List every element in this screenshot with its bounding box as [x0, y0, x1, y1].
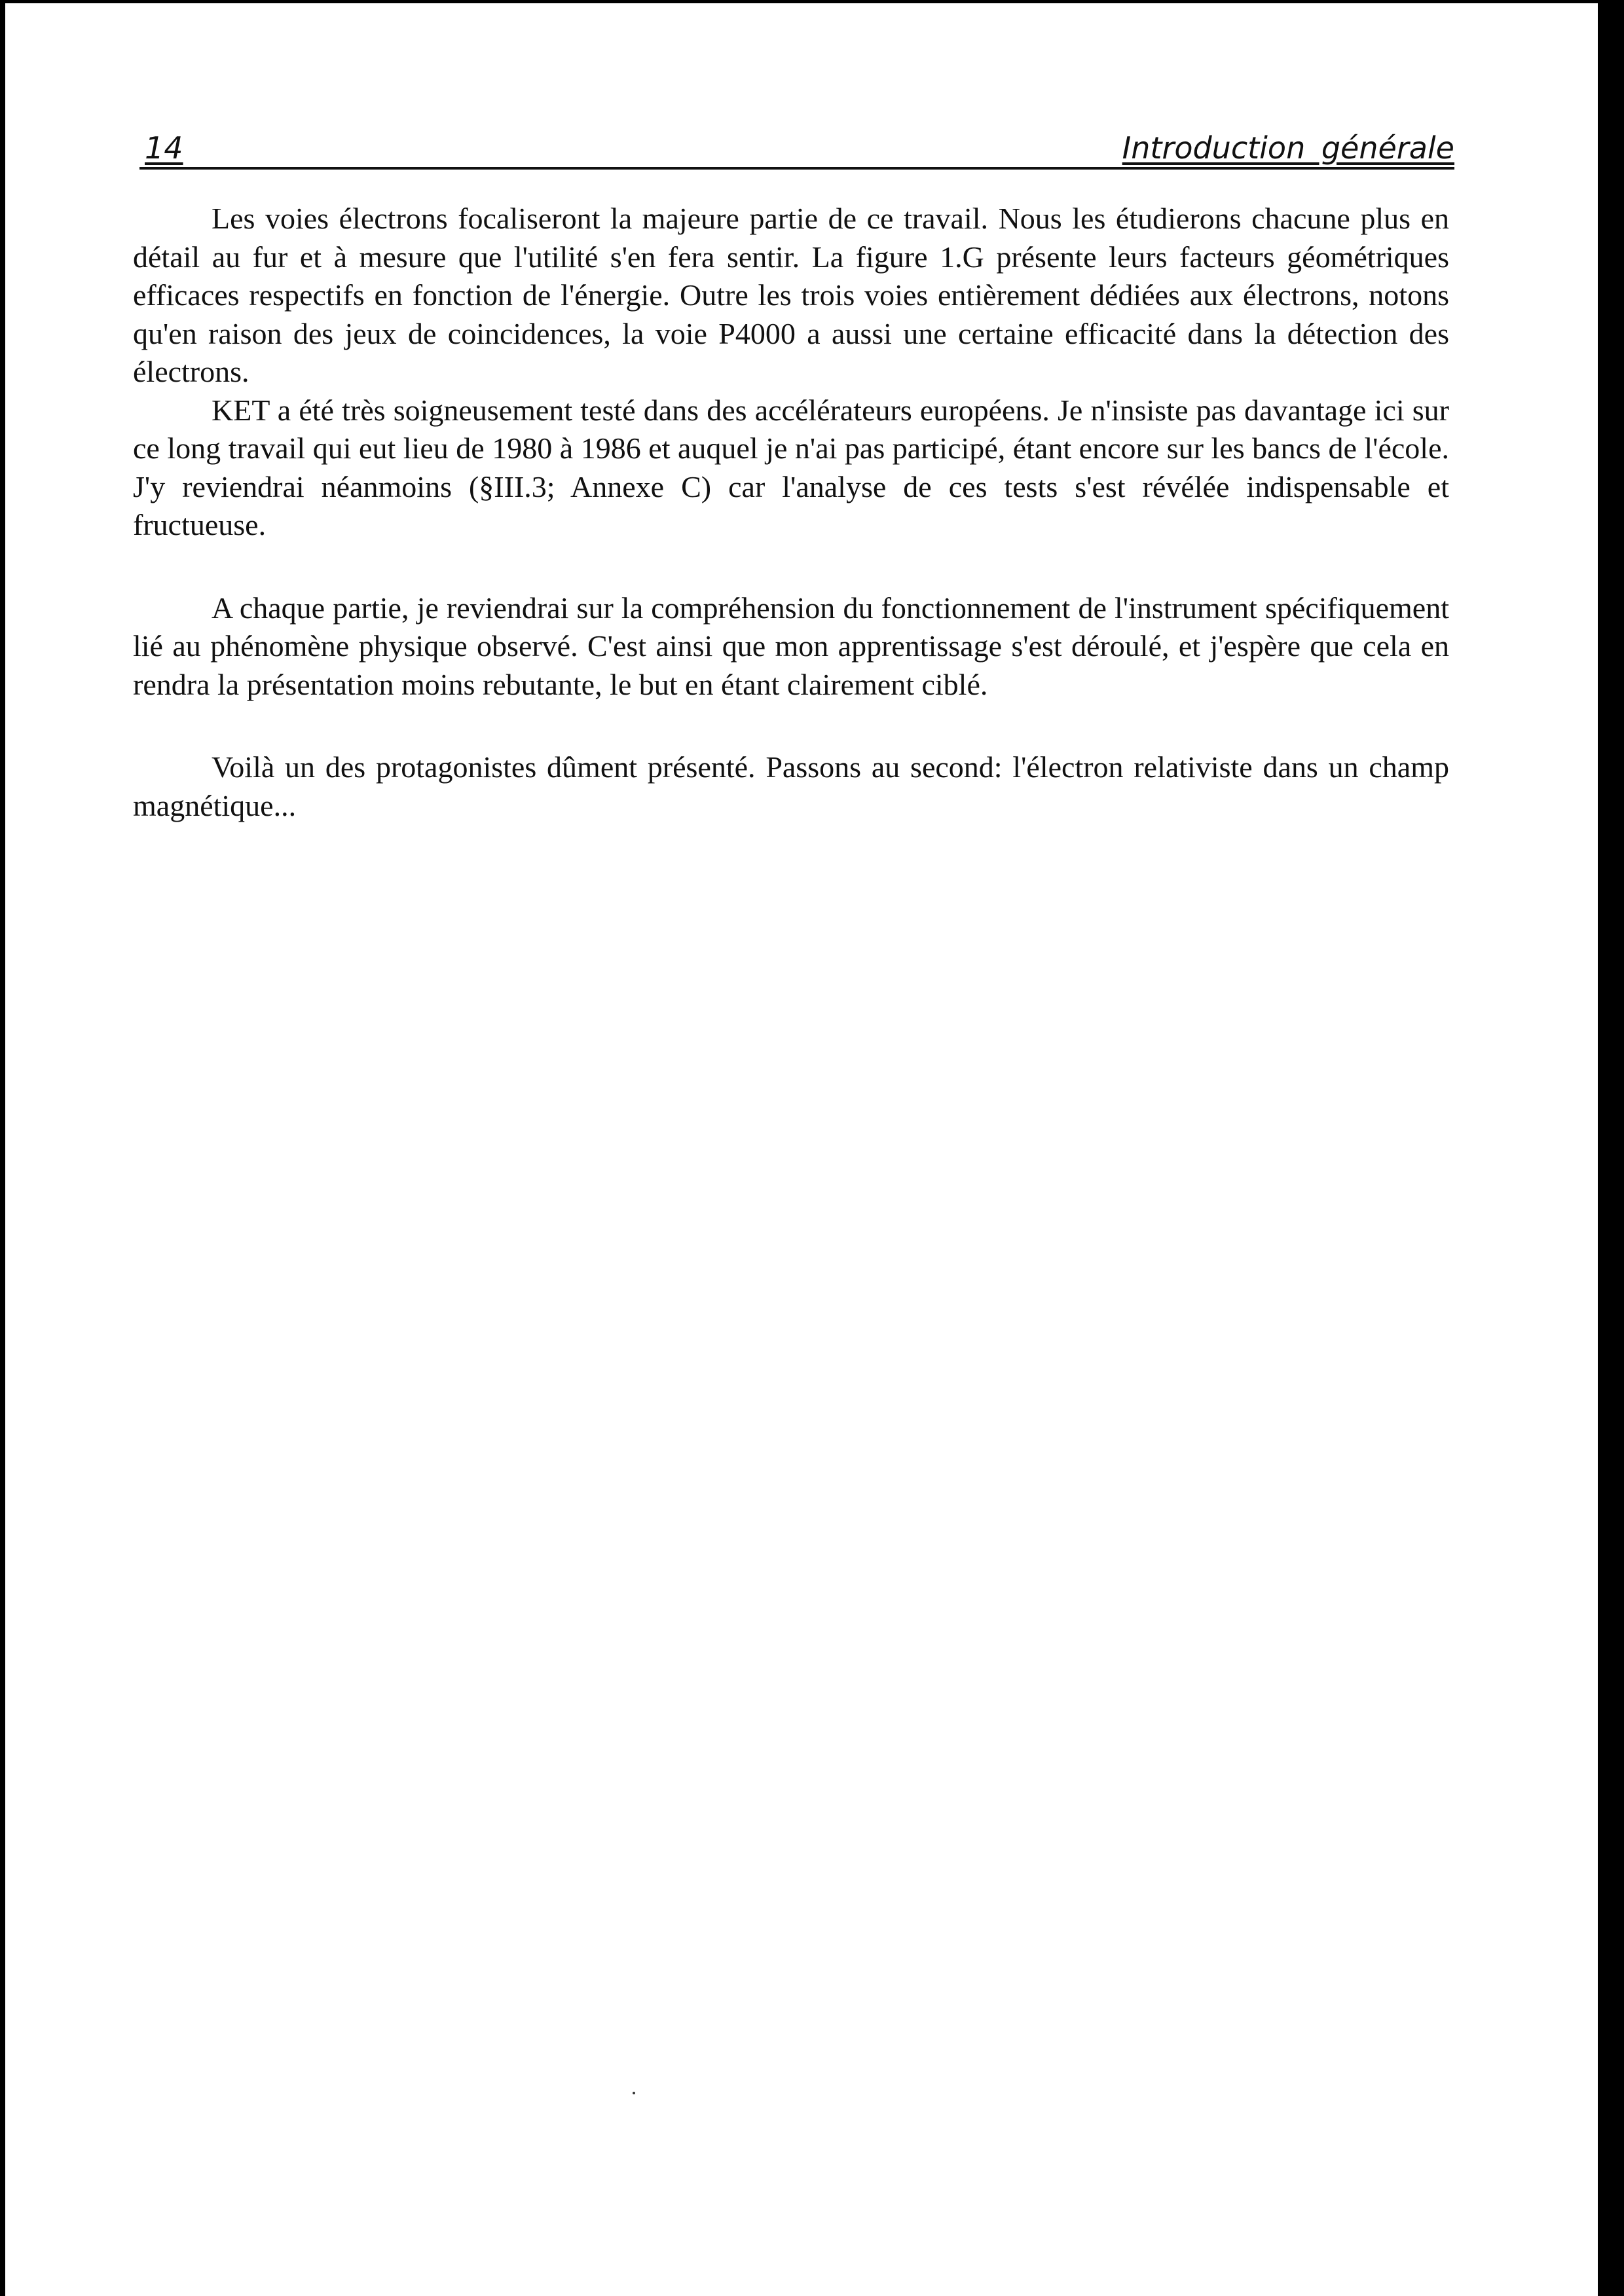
scan-speck: [633, 2092, 635, 2094]
paragraph-voies-electrons: Les voies électrons focaliseront la majeure partie de ce travail. Nous les étudierons chacune plus en détail au fur et à mesure que l'utilité s'en fera sentir. La figure 1.G présente leurs facteurs géométriques efficaces respectifs en fonction de l'énergie. Outre les trois voies entièrement dédiées aux électrons, notons qu'en raison des jeux de coincidences, la voie P4000 a aussi une certaine efficacité dans la détection des électrons.: [133, 202, 1449, 388]
page-header: [139, 128, 1454, 170]
paragraph-ket-tests: KET a été très soigneusement testé dans des accélérateurs européens. Je n'insiste pas davantage ici sur ce long travail qui eut lieu de 1980 à 1986 et auquel je n'ai pas participé, étant encore sur les bancs de l'école. J'y reviendrai néanmoins (§III.3; Annexe C) car l'analyse de ces tests s'est révélée indispensable et fructueuse.: [133, 393, 1449, 541]
running-title: Introduction générale: [1122, 130, 1454, 166]
body-text: [133, 200, 1449, 825]
paragraph-protagonistes: Voilà un des protagonistes dûment présenté. Passons au second: l'électron relativiste dans un champ magnétique...: [133, 750, 1449, 822]
page-number: 14: [145, 130, 183, 166]
paragraph-gap: [133, 704, 1449, 748]
paragraph-chaque-partie: A chaque partie, je reviendrai sur la compréhension du fonctionnement de l'instrument spécifiquement lié au phénomène physique observé. C'est ainsi que mon apprentissage s'est déroulé, et j'espère que cela en rendra la présentation moins rebutante, le but en étant clairement ciblé.: [133, 591, 1449, 701]
paragraph-gap: [133, 545, 1449, 589]
